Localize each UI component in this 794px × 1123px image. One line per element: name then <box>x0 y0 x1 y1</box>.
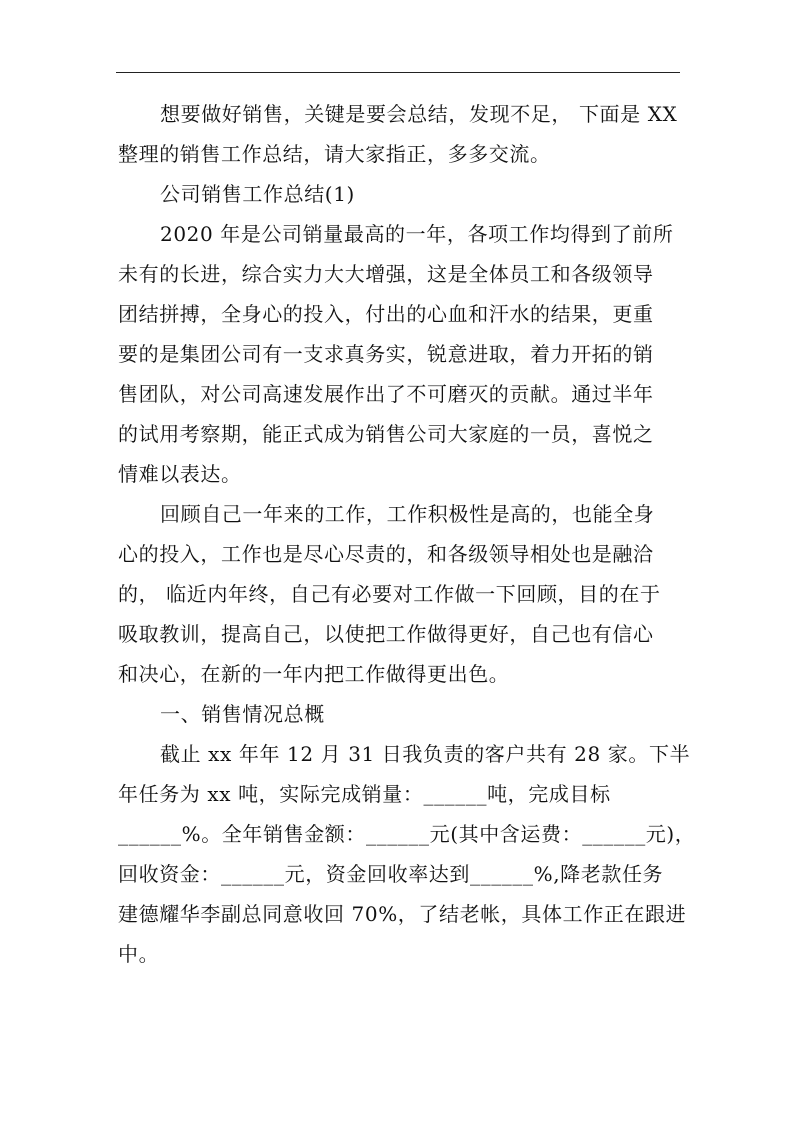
section-heading-1 <box>118 694 680 734</box>
paragraph-3 <box>118 734 696 974</box>
text-line: 回顾自己一年来的工作，工作积极性是高的，也能全身 <box>160 502 655 526</box>
section-heading-line: 一、销售情况总概 <box>160 702 325 726</box>
document-body <box>118 94 696 974</box>
paragraph-2 <box>118 494 680 694</box>
text-line: ______%。全年销售金额：______元(其中含运费：______元)， <box>118 822 696 846</box>
text-line: 的试用考察期，能正式成为销售公司大家庭的一员，喜悦之 <box>118 422 654 446</box>
text-line: 未有的长进，综合实力大大增强，这是全体员工和各级领导 <box>118 262 654 286</box>
document-title <box>118 174 680 214</box>
text-line: 建德耀华李副总同意收回 70%，了结老帐，具体工作正在跟进 <box>118 902 687 926</box>
text-line: 的， 临近内年终，自己有必要对工作做一下回顾，目的在于 <box>118 582 661 606</box>
text-line: 要的是集团公司有一支求真务实，锐意进取，着力开拓的销 <box>118 342 654 366</box>
text-line: 售团队，对公司高速发展作出了不可磨灭的贡献。通过半年 <box>118 382 654 406</box>
text-line: 心的投入，工作也是尽心尽责的，和各级领导相处也是融洽 <box>118 542 654 566</box>
text-line: 截止 xx 年年 12 月 31 日我负责的客户共有 28 家。下半 <box>160 742 691 766</box>
text-line: 整理的销售工作总结，请大家指正，多多交流。 <box>118 142 551 166</box>
text-line: 回收资金：______元，资金回收率达到______%,降老款任务 <box>118 862 664 886</box>
text-line: 年任务为 xx 吨，实际完成销量：______吨，完成目标 <box>118 782 611 806</box>
title-line: 公司销售工作总结(1) <box>160 182 355 206</box>
text-line: 想要做好销售，关键是要会总结，发现不足， 下面是 XX <box>160 102 678 126</box>
text-line: 2020 年是公司销量最高的一年，各项工作均得到了前所 <box>160 222 674 246</box>
paragraph-1 <box>118 214 680 494</box>
text-line: 和决心，在新的一年内把工作做得更出色。 <box>118 662 510 686</box>
text-line: 中。 <box>118 942 160 966</box>
header-rule <box>116 72 680 73</box>
text-line: 团结拼搏，全身心的投入，付出的心血和汗水的结果，更重 <box>118 302 654 326</box>
paragraph-intro <box>118 94 680 174</box>
text-line: 情难以表达。 <box>118 462 242 486</box>
text-line: 吸取教训，提高自己，以使把工作做得更好，自己也有信心 <box>118 622 654 646</box>
